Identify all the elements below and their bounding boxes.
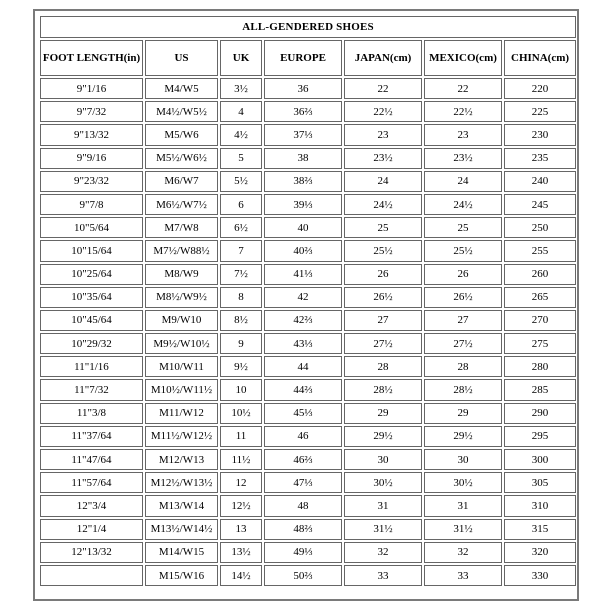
table-row (40, 542, 576, 563)
cell-us: M6½/W7½ (145, 194, 218, 215)
cell-mexico: 31½ (424, 519, 502, 540)
cell-uk: 10 (220, 379, 262, 400)
cell-mexico: 26½ (424, 287, 502, 308)
cell-mexico: 26 (424, 264, 502, 285)
cell-japan: 28½ (344, 379, 422, 400)
cell-china: 300 (504, 449, 576, 470)
cell-japan: 32 (344, 542, 422, 563)
cell-japan: 28 (344, 356, 422, 377)
cell-europe: 40 (264, 217, 342, 238)
cell-china: 235 (504, 148, 576, 169)
cell-europe: 46⅔ (264, 449, 342, 470)
cell-china: 225 (504, 101, 576, 122)
cell-uk: 9½ (220, 356, 262, 377)
cell-us: M7½/W88½ (145, 240, 218, 261)
cell-foot-length: 10"35/64 (40, 287, 143, 308)
cell-foot-length: 9"23/32 (40, 171, 143, 192)
cell-foot-length: 9"7/32 (40, 101, 143, 122)
cell-foot-length: 12"1/4 (40, 519, 143, 540)
cell-foot-length: 10"45/64 (40, 310, 143, 331)
cell-japan: 23½ (344, 148, 422, 169)
cell-us: M15/W16 (145, 565, 218, 586)
cell-europe: 43⅓ (264, 333, 342, 354)
cell-foot-length (40, 565, 143, 586)
cell-us: M5½/W6½ (145, 148, 218, 169)
cell-uk: 13 (220, 519, 262, 540)
cell-us: M14/W15 (145, 542, 218, 563)
cell-foot-length: 12"13/32 (40, 542, 143, 563)
table-row (40, 310, 576, 331)
cell-us: M13/W14 (145, 495, 218, 516)
cell-mexico: 25½ (424, 240, 502, 261)
cell-europe: 40⅔ (264, 240, 342, 261)
cell-japan: 22½ (344, 101, 422, 122)
cell-us: M12/W13 (145, 449, 218, 470)
cell-foot-length: 11"47/64 (40, 449, 143, 470)
cell-uk: 12½ (220, 495, 262, 516)
cell-foot-length: 11"3/8 (40, 403, 143, 424)
cell-uk: 6 (220, 194, 262, 215)
cell-uk: 11 (220, 426, 262, 447)
cell-us: M11/W12 (145, 403, 218, 424)
cell-china: 265 (504, 287, 576, 308)
cell-japan: 33 (344, 565, 422, 586)
cell-mexico: 22 (424, 78, 502, 99)
cell-uk: 14½ (220, 565, 262, 586)
cell-mexico: 25 (424, 217, 502, 238)
cell-us: M9/W10 (145, 310, 218, 331)
cell-china: 260 (504, 264, 576, 285)
cell-china: 320 (504, 542, 576, 563)
cell-mexico: 29½ (424, 426, 502, 447)
cell-europe: 48⅔ (264, 519, 342, 540)
cell-europe: 45⅓ (264, 403, 342, 424)
table-row (40, 194, 576, 215)
cell-foot-length: 10"25/64 (40, 264, 143, 285)
cell-europe: 47⅓ (264, 472, 342, 493)
header-foot-length: FOOT LENGTH(in) (40, 40, 143, 76)
cell-foot-length: 11"1/16 (40, 356, 143, 377)
cell-china: 315 (504, 519, 576, 540)
cell-japan: 27½ (344, 333, 422, 354)
size-rows (40, 78, 576, 586)
cell-china: 275 (504, 333, 576, 354)
cell-us: M10½/W11½ (145, 379, 218, 400)
cell-us: M7/W8 (145, 217, 218, 238)
table-row (40, 565, 576, 586)
cell-mexico: 23½ (424, 148, 502, 169)
header-japan: JAPAN(cm) (344, 40, 422, 76)
cell-japan: 22 (344, 78, 422, 99)
cell-europe: 36⅔ (264, 101, 342, 122)
cell-uk: 4 (220, 101, 262, 122)
cell-foot-length: 12"3/4 (40, 495, 143, 516)
table-row (40, 379, 576, 400)
table-row (40, 264, 576, 285)
cell-japan: 29 (344, 403, 422, 424)
cell-japan: 25½ (344, 240, 422, 261)
cell-foot-length: 9"7/8 (40, 194, 143, 215)
size-chart-table (38, 14, 578, 588)
header-us: US (145, 40, 218, 76)
table-row (40, 495, 576, 516)
cell-uk: 4½ (220, 124, 262, 145)
cell-foot-length: 11"57/64 (40, 472, 143, 493)
cell-japan: 29½ (344, 426, 422, 447)
cell-europe: 36 (264, 78, 342, 99)
cell-europe: 39⅓ (264, 194, 342, 215)
table-row (40, 449, 576, 470)
cell-europe: 44⅔ (264, 379, 342, 400)
cell-uk: 11½ (220, 449, 262, 470)
cell-foot-length: 10"5/64 (40, 217, 143, 238)
table-row (40, 472, 576, 493)
cell-uk: 10½ (220, 403, 262, 424)
title-row (40, 16, 576, 38)
table-row (40, 171, 576, 192)
cell-mexico: 30 (424, 449, 502, 470)
cell-mexico: 33 (424, 565, 502, 586)
cell-japan: 30½ (344, 472, 422, 493)
cell-china: 255 (504, 240, 576, 261)
cell-europe: 41⅓ (264, 264, 342, 285)
table-row (40, 356, 576, 377)
header-uk: UK (220, 40, 262, 76)
table-row (40, 287, 576, 308)
cell-uk: 7 (220, 240, 262, 261)
cell-us: M8½/W9½ (145, 287, 218, 308)
cell-europe: 49⅓ (264, 542, 342, 563)
cell-mexico: 27½ (424, 333, 502, 354)
header-mexico: MEXICO(cm) (424, 40, 502, 76)
cell-foot-length: 9"1/16 (40, 78, 143, 99)
cell-us: M4/W5 (145, 78, 218, 99)
cell-mexico: 28 (424, 356, 502, 377)
cell-europe: 38⅔ (264, 171, 342, 192)
cell-us: M10/W11 (145, 356, 218, 377)
cell-foot-length: 10"29/32 (40, 333, 143, 354)
cell-china: 285 (504, 379, 576, 400)
cell-foot-length: 11"37/64 (40, 426, 143, 447)
cell-japan: 26½ (344, 287, 422, 308)
cell-uk: 5½ (220, 171, 262, 192)
cell-china: 290 (504, 403, 576, 424)
cell-uk: 8½ (220, 310, 262, 331)
cell-china: 270 (504, 310, 576, 331)
cell-us: M6/W7 (145, 171, 218, 192)
cell-china: 245 (504, 194, 576, 215)
table-row (40, 124, 576, 145)
table-row (40, 78, 576, 99)
table-row (40, 217, 576, 238)
cell-us: M8/W9 (145, 264, 218, 285)
cell-japan: 27 (344, 310, 422, 331)
cell-japan: 31½ (344, 519, 422, 540)
table-row (40, 148, 576, 169)
cell-us: M4½/W5½ (145, 101, 218, 122)
cell-japan: 31 (344, 495, 422, 516)
header-china: CHINA(cm) (504, 40, 576, 76)
cell-japan: 30 (344, 449, 422, 470)
size-chart-frame (33, 9, 579, 601)
cell-us: M13½/W14½ (145, 519, 218, 540)
cell-uk: 6½ (220, 217, 262, 238)
cell-mexico: 27 (424, 310, 502, 331)
cell-europe: 46 (264, 426, 342, 447)
cell-europe: 50⅔ (264, 565, 342, 586)
table-row (40, 101, 576, 122)
cell-mexico: 28½ (424, 379, 502, 400)
cell-uk: 7½ (220, 264, 262, 285)
cell-foot-length: 9"9/16 (40, 148, 143, 169)
table-row (40, 519, 576, 540)
cell-uk: 3½ (220, 78, 262, 99)
table-title: ALL-GENDERED SHOES (40, 16, 576, 38)
cell-us: M11½/W12½ (145, 426, 218, 447)
cell-japan: 23 (344, 124, 422, 145)
cell-china: 310 (504, 495, 576, 516)
cell-mexico: 22½ (424, 101, 502, 122)
cell-europe: 48 (264, 495, 342, 516)
cell-mexico: 30½ (424, 472, 502, 493)
cell-japan: 24 (344, 171, 422, 192)
cell-china: 280 (504, 356, 576, 377)
cell-japan: 24½ (344, 194, 422, 215)
cell-mexico: 32 (424, 542, 502, 563)
cell-europe: 44 (264, 356, 342, 377)
cell-europe: 37⅓ (264, 124, 342, 145)
table-row (40, 240, 576, 261)
table-row (40, 403, 576, 424)
table-row (40, 333, 576, 354)
header-row (40, 40, 576, 76)
cell-us: M5/W6 (145, 124, 218, 145)
cell-uk: 5 (220, 148, 262, 169)
cell-foot-length: 9"13/32 (40, 124, 143, 145)
cell-us: M12½/W13½ (145, 472, 218, 493)
cell-japan: 26 (344, 264, 422, 285)
cell-uk: 9 (220, 333, 262, 354)
cell-japan: 25 (344, 217, 422, 238)
cell-china: 250 (504, 217, 576, 238)
cell-mexico: 24 (424, 171, 502, 192)
cell-europe: 38 (264, 148, 342, 169)
cell-mexico: 29 (424, 403, 502, 424)
cell-mexico: 23 (424, 124, 502, 145)
cell-mexico: 24½ (424, 194, 502, 215)
header-europe: EUROPE (264, 40, 342, 76)
cell-uk: 13½ (220, 542, 262, 563)
cell-china: 330 (504, 565, 576, 586)
cell-uk: 8 (220, 287, 262, 308)
cell-mexico: 31 (424, 495, 502, 516)
cell-china: 295 (504, 426, 576, 447)
cell-us: M9½/W10½ (145, 333, 218, 354)
cell-europe: 42⅔ (264, 310, 342, 331)
cell-uk: 12 (220, 472, 262, 493)
cell-china: 220 (504, 78, 576, 99)
table-row (40, 426, 576, 447)
cell-europe: 42 (264, 287, 342, 308)
cell-foot-length: 11"7/32 (40, 379, 143, 400)
cell-china: 230 (504, 124, 576, 145)
cell-foot-length: 10"15/64 (40, 240, 143, 261)
cell-china: 240 (504, 171, 576, 192)
cell-china: 305 (504, 472, 576, 493)
